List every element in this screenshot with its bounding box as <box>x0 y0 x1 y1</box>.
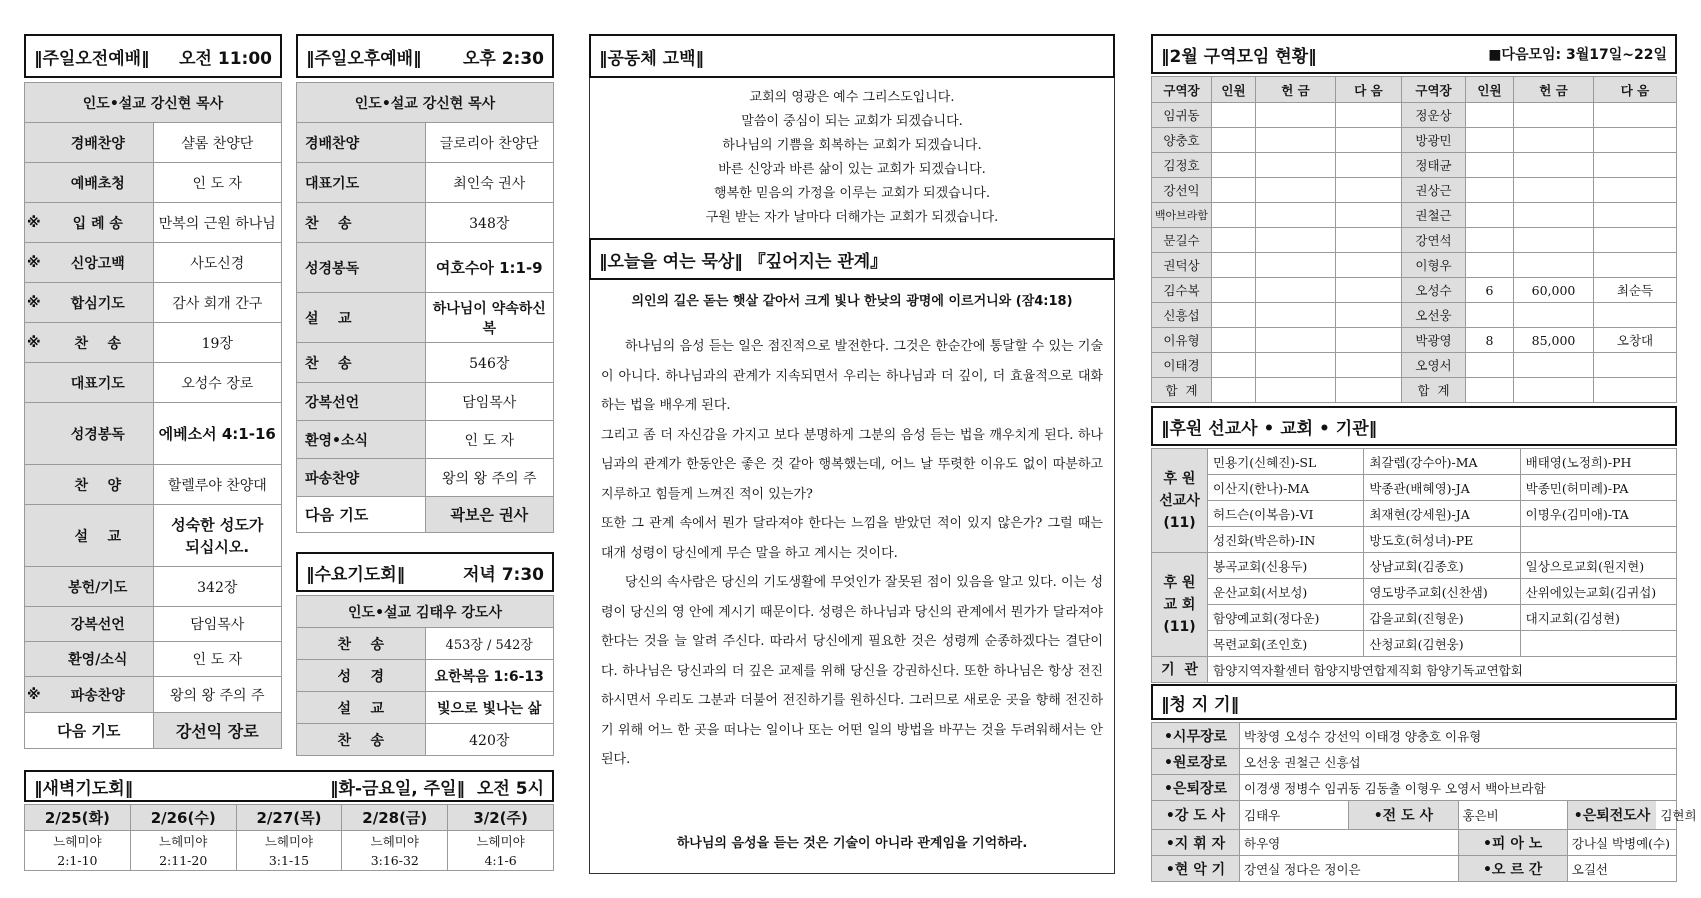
dawn-date-2: 2/27(목) <box>236 805 342 831</box>
conductor-name: 하우영 <box>1240 830 1459 856</box>
senior-elders-list: 오선웅 권철근 신흥섭 <box>1240 749 1677 775</box>
wed-label-2: 설 교 <box>297 692 426 724</box>
confession-header <box>589 34 1115 78</box>
wed-label-1: 성 경 <box>297 660 426 692</box>
wed-label-3: 찬 송 <box>297 724 426 756</box>
am-value-11: 담임목사 <box>153 607 282 642</box>
list-item: 갑을교회(진형운) <box>1364 605 1520 631</box>
am-label-3: ※ 신앙고백 <box>25 243 154 283</box>
list-item <box>1520 527 1676 553</box>
list-item: 봉곡교회(신용두) <box>1208 553 1364 579</box>
confession-line: 바른 신앙과 바른 삶이 있는 교회가 되겠습니다. <box>718 162 986 177</box>
table-row: 양충호 방광민 <box>1152 128 1677 153</box>
pm-value-0: 글로리아 찬양단 <box>425 123 554 163</box>
list-item: 최갈렙(강수아)-MA <box>1364 449 1520 475</box>
retired-elders-list: 이경생 정병수 임귀동 김동출 이형우 오영서 백아브라함 <box>1240 775 1677 801</box>
preacher-label: •강 도 사 <box>1152 801 1240 830</box>
pm-service-time: 오후 2:30 <box>462 48 544 69</box>
elders-label: •시무장로 <box>1152 723 1240 749</box>
dawn-table <box>24 804 554 871</box>
pm-label-0: 경배찬양 <box>297 123 426 163</box>
list-item: 이명우(김미애)-TA <box>1520 501 1676 527</box>
support-title: ‖후원 선교사 • 교회 • 기관‖ <box>1161 418 1378 439</box>
meditation-closing: 하나님의 음성을 듣는 것은 기술이 아니라 관계임을 기억하라. <box>676 836 1028 851</box>
list-item: 성진화(박은하)-IN <box>1208 527 1364 553</box>
dawn-ref-1: 2:11-20 <box>130 851 236 871</box>
retired-elders-label: •은퇴장로 <box>1152 775 1240 801</box>
list-item <box>1520 631 1676 657</box>
am-value-6: 오성수 장로 <box>153 363 282 403</box>
am-label-1: 예배초청 <box>25 163 154 203</box>
evangelist-name: 홍은비 <box>1458 801 1567 830</box>
list-item: 일상으로교회(원지현) <box>1520 553 1676 579</box>
list-item: 최재현(강세원)-JA <box>1364 501 1520 527</box>
pm-label-2: 찬 송 <box>297 203 426 243</box>
church-label: 후 원 교 회 (11) <box>1152 553 1208 657</box>
dawn-book-1: 느헤미야 <box>130 831 236 851</box>
pm-label-4: 설 교 <box>297 293 426 343</box>
am-value-2: 만복의 근원 하나님 <box>153 203 282 243</box>
am-label-11: 강복선언 <box>25 607 154 642</box>
table-row: 강선익 권상근 <box>1152 178 1677 203</box>
org-list: 함양지역자활센터 함양지방연합제직회 함양기독교연합회 <box>1208 657 1677 683</box>
retired-evangelist-name: 김현희 <box>1660 808 1697 823</box>
am-service-title: ‖주일오전예배‖ <box>34 48 150 69</box>
pm-value-9: 곽보은 권사 <box>425 497 554 533</box>
am-label-9: 설 교 <box>25 505 154 567</box>
list-item: 배태영(노정희)-PH <box>1520 449 1676 475</box>
list-item: 상남교회(김종호) <box>1364 553 1520 579</box>
list-item: 목련교회(조인호) <box>1208 631 1364 657</box>
dawn-header <box>24 770 554 802</box>
list-item: 허드슨(이복음)-VI <box>1208 501 1364 527</box>
pianist-label: •피 아 노 <box>1458 830 1567 856</box>
pm-value-7: 인 도 자 <box>425 421 554 459</box>
confession-line: 구원 받는 자가 날마다 더해가는 교회가 되겠습니다. <box>705 210 999 225</box>
evangelist-label: •전 도 사 <box>1349 801 1458 830</box>
wed-value-2: 빛으로 빛나는 삶 <box>425 692 554 724</box>
dawn-date-1: 2/26(수) <box>130 805 236 831</box>
wed-value-0: 453장 / 542장 <box>425 628 554 660</box>
organ-label: •오 르 간 <box>1458 856 1567 882</box>
table-row: 백아브라함 권철근 <box>1152 203 1677 228</box>
am-label-0: 경배찬양 <box>25 123 154 163</box>
am-label-10: 봉헌/기도 <box>25 567 154 607</box>
am-value-8: 할렐루야 찬양대 <box>153 465 282 505</box>
pm-value-2: 348장 <box>425 203 554 243</box>
strings-label: •현 악 기 <box>1152 856 1240 882</box>
support-table <box>1151 448 1677 683</box>
wed-table <box>296 595 554 756</box>
am-value-12: 인 도 자 <box>153 642 282 677</box>
dawn-time: 오전 5시 <box>476 778 544 799</box>
am-label-14: 다음 기도 <box>25 713 154 749</box>
pm-value-5: 546장 <box>425 343 554 383</box>
pm-label-3: 성경봉독 <box>297 243 426 293</box>
pm-label-1: 대표기도 <box>297 163 426 203</box>
dawn-book-2: 느헤미야 <box>236 831 342 851</box>
confession-line: 행복한 믿음의 가정을 이루는 교회가 되겠습니다. <box>714 186 990 201</box>
pm-service-header <box>296 34 554 78</box>
am-service-header <box>24 34 282 78</box>
am-value-7: 에베소서 4:1-16 <box>153 403 282 465</box>
list-item: 박종민(허미례)-PA <box>1520 475 1676 501</box>
confession-title: ‖공동체 고백‖ <box>599 48 705 69</box>
dawn-date-3: 2/28(금) <box>342 805 448 831</box>
am-label-4: ※ 합심기도 <box>25 283 154 323</box>
dawn-ref-2: 3:1-15 <box>236 851 342 871</box>
meditation-paragraph-1: 하나님의 음성 듣는 일은 점진적으로 발전한다. 그것은 한순간에 통달할 수 있는 기술이 아니다. 하나님과의 관계가 지속되면서 우리는 하나님과 더 깊이, 더 효율적으로 대화하는 법을 배우게 된다. <box>601 339 1103 413</box>
table-row: 문길수 강연석 <box>1152 228 1677 253</box>
district-title: ‖2월 구역모임 현황‖ <box>1161 46 1317 67</box>
table-row: 임귀동 정운상 <box>1152 103 1677 128</box>
strings-names: 강연실 정다은 정이은 <box>1240 856 1459 882</box>
wed-value-1: 요한복음 1:6-13 <box>425 660 554 692</box>
wed-time: 저녁 7:30 <box>462 564 544 585</box>
list-item: 민용기(신혜진)-SL <box>1208 449 1364 475</box>
list-item: 대지교회(김성현) <box>1520 605 1676 631</box>
district-header <box>1151 34 1677 74</box>
meditation-header <box>589 238 1115 280</box>
wed-header <box>296 552 554 592</box>
org-label: 기 관 <box>1152 657 1208 683</box>
conductor-label: •지 휘 자 <box>1152 830 1240 856</box>
senior-elders-label: •원로장로 <box>1152 749 1240 775</box>
meditation-paragraph-2: 그리고 좀 더 자신감을 가지고 보다 분명하게 그분의 음성 듣는 법을 깨우치게 된다. 하나님과의 관계가 한동안은 좋은 것 같아 행복했는데, 어느 날 뚜렷한 이유도 없이 따분하고 지루하고 힘들게 느껴진 적이 있는가? <box>601 427 1103 502</box>
list-item: 함양예교회(정다운) <box>1208 605 1364 631</box>
pm-label-6: 강복선언 <box>297 383 426 421</box>
pm-service-title: ‖주일오후예배‖ <box>306 48 422 69</box>
am-service-time: 오전 11:00 <box>179 48 272 69</box>
list-item: 산위에있는교회(김귀섭) <box>1520 579 1676 605</box>
am-label-12: 환영/소식 <box>25 642 154 677</box>
meditation-title: ‖오늘을 여는 묵상‖ 『깊어지는 관계』 <box>599 251 888 272</box>
list-item: 운산교회(서보성) <box>1208 579 1364 605</box>
pm-label-9: 다음 기도 <box>297 497 426 533</box>
dawn-book-0: 느헤미야 <box>25 831 131 851</box>
wed-leader: 인도•설교 김태우 강도사 <box>297 596 554 628</box>
table-row: 이태경 오영서 <box>1152 353 1677 378</box>
table-row-total: 합 계 합 계 <box>1152 378 1677 403</box>
am-value-3: 사도신경 <box>153 243 282 283</box>
district-table <box>1151 76 1677 403</box>
am-label-8: 찬 양 <box>25 465 154 505</box>
confession-lines <box>589 80 1115 230</box>
confession-line: 하나님의 기쁨을 회복하는 교회가 되겠습니다. <box>722 138 982 153</box>
retired-evangelist-label: •은퇴전도사 <box>1568 801 1657 829</box>
pm-value-1: 최인숙 권사 <box>425 163 554 203</box>
list-item: 산청교회(김현웅) <box>1364 631 1520 657</box>
dawn-ref-3: 3:16-32 <box>342 851 448 871</box>
officers-header <box>1151 684 1677 720</box>
table-row: 김정호 정태균 <box>1152 153 1677 178</box>
pm-value-4: 하나님이 약속하신 복 <box>425 293 554 343</box>
wed-title: ‖수요기도회‖ <box>306 564 406 585</box>
am-value-0: 샬롬 찬양단 <box>153 123 282 163</box>
table-row: 권덕상 이형우 <box>1152 253 1677 278</box>
table-row: 신흥섭 오선웅 <box>1152 303 1677 328</box>
am-value-13: 왕의 왕 주의 주 <box>153 677 282 713</box>
pm-value-6: 담임목사 <box>425 383 554 421</box>
am-label-6: 대표기도 <box>25 363 154 403</box>
preacher-name: 김태우 <box>1240 801 1349 830</box>
meditation-paragraph-3: 또한 그 관계 속에서 뭔가 달라져야 한다는 느낌을 받았던 적이 있지 않은가? 그럴 때는 대개 성령이 당신에게 무슨 말을 하고 계시는 것이다. <box>601 516 1103 561</box>
am-value-1: 인 도 자 <box>153 163 282 203</box>
dawn-date-4: 3/2(주) <box>448 805 554 831</box>
am-value-9: 성숙한 성도가 되십시오. <box>153 505 282 567</box>
pm-leader: 인도•설교 강신현 목사 <box>297 83 554 123</box>
pm-value-8: 왕의 왕 주의 주 <box>425 459 554 497</box>
pm-label-7: 환영•소식 <box>297 421 426 459</box>
dawn-book-4: 느헤미야 <box>448 831 554 851</box>
am-leader: 인도•설교 강신현 목사 <box>25 83 282 123</box>
am-service-table <box>24 82 282 749</box>
district-next-meeting: ■다음모임: 3월17일~22일 <box>1488 47 1667 63</box>
dawn-date-0: 2/25(화) <box>25 805 131 831</box>
meditation-verse: 의인의 길은 돋는 햇살 같아서 크게 빛나 한낮의 광명에 이르거니와 (잠4:18) <box>631 294 1073 309</box>
support-header <box>1151 406 1677 446</box>
table-row: 이유형 박광영 8 85,000 오창대 <box>1152 328 1677 353</box>
pm-label-8: 파송찬양 <box>297 459 426 497</box>
am-label-5: ※ 찬 송 <box>25 323 154 363</box>
confession-line: 교회의 영광은 예수 그리스도입니다. <box>749 90 955 105</box>
meditation-body <box>589 290 1115 775</box>
am-value-14: 강선익 장로 <box>153 713 282 749</box>
wed-label-0: 찬 송 <box>297 628 426 660</box>
am-value-10: 342장 <box>153 567 282 607</box>
confession-line: 말씀이 중심이 되는 교회가 되겠습니다. <box>741 114 963 129</box>
dawn-ref-0: 2:1-10 <box>25 851 131 871</box>
pianist-names: 강나실 박병예(수) <box>1567 830 1676 856</box>
list-item: 영도방주교회(신찬샘) <box>1364 579 1520 605</box>
am-label-7: 성경봉독 <box>25 403 154 465</box>
dawn-book-3: 느헤미야 <box>342 831 448 851</box>
officers-title: ‖청 지 기‖ <box>1161 694 1240 715</box>
meditation-paragraph-4: 당신의 속사람은 당신의 기도생활에 무엇인가 잘못된 점이 있음을 알고 있다. 이는 성령이 당신의 영 안에 계시기 때문이다. 성령은 하나님과 당신의 관계에서 뭔가가 달라져야 한다는 것을 늘 알려 주신다. 따라서 당신에게 필요한 것은 성령께 순종하겠다는 결단이다. 하나님은 당신과의 더 깊은 교제를 위해 당신을 강권하신다. 또한 하나님은 항상 전진하시면서 우리도 그분과 더불어 전진하기를 원하신다. 그러므로 새로운 곳을 향해 전진하기 위해 어느 한 곳을 떠나는 일이나 또는 어떤 일의 방법을 바꾸는 것을 두려워해서는 안된다. <box>601 575 1103 767</box>
am-label-13: ※ 파송찬양 <box>25 677 154 713</box>
missionary-label: 후 원 선교사 (11) <box>1152 449 1208 553</box>
dawn-ref-4: 4:1-6 <box>448 851 554 871</box>
elders-list: 박창영 오성수 강선익 이태경 양충호 이유형 <box>1240 723 1677 749</box>
dawn-schedule: ‖화-금요일, 주일‖ <box>330 778 465 799</box>
am-value-5: 19장 <box>153 323 282 363</box>
wed-value-3: 420장 <box>425 724 554 756</box>
am-value-4: 감사 회개 간구 <box>153 283 282 323</box>
pm-value-3: 여호수아 1:1-9 <box>425 243 554 293</box>
dawn-title: ‖새벽기도회‖ <box>34 778 134 799</box>
table-row: 김수복 오성수 6 60,000 최순득 <box>1152 278 1677 303</box>
list-item: 이산지(한나)-MA <box>1208 475 1364 501</box>
am-label-2: ※ 입 례 송 <box>25 203 154 243</box>
pm-service-table <box>296 82 554 533</box>
organ-name: 오길선 <box>1567 856 1676 882</box>
list-item: 방도호(허성녀)-PE <box>1364 527 1520 553</box>
district-header-row: 구역장 인원 헌 금 다 음 구역장 인원 헌 금 다 음 <box>1152 77 1677 103</box>
officers-table <box>1151 722 1697 882</box>
list-item: 박종관(배혜영)-JA <box>1364 475 1520 501</box>
pm-label-5: 찬 송 <box>297 343 426 383</box>
